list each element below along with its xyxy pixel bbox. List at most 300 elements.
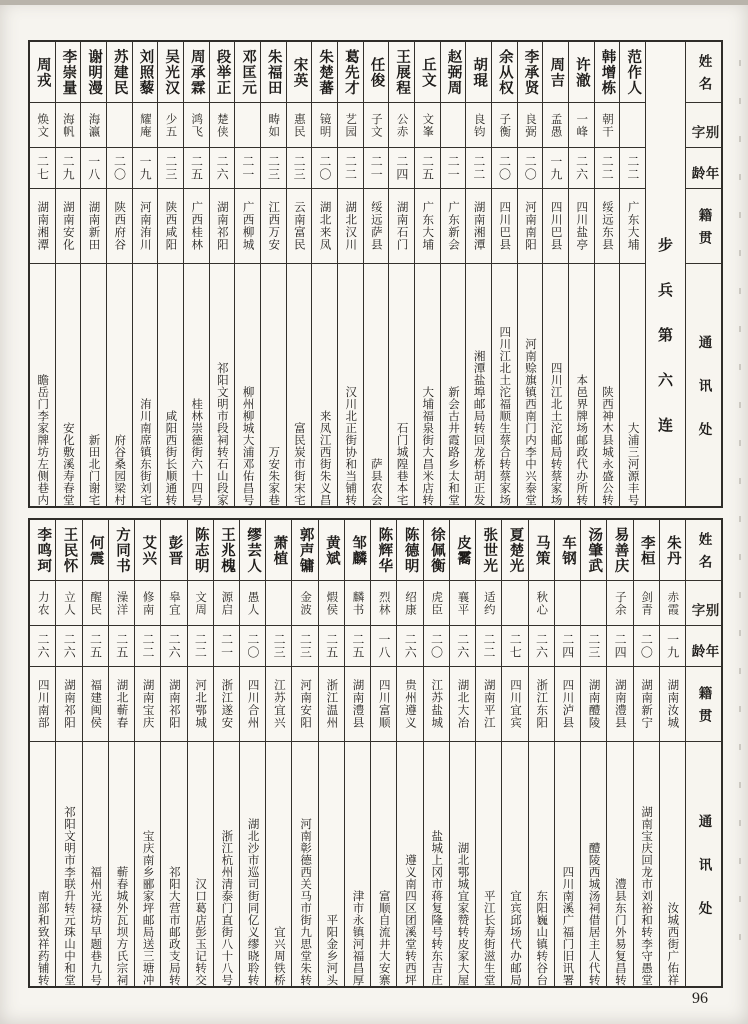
entry-name-cell: 苏建民 xyxy=(107,42,132,103)
entry-name-cell: 张世光 xyxy=(476,520,501,581)
entry-age-cell: 二二 xyxy=(338,148,363,189)
entry-native-cell: 湖南澧县 xyxy=(607,667,632,742)
entry-age-cell: 一八 xyxy=(81,148,106,189)
entry-column xyxy=(528,520,554,986)
entry-column xyxy=(239,520,265,986)
entry-zi-cell: 煆侯 xyxy=(319,581,344,626)
entry-native-cell: 陕西府谷 xyxy=(107,189,132,264)
entry-column xyxy=(542,42,568,506)
entry-column xyxy=(449,520,475,986)
entry-zi-cell: 力农 xyxy=(30,581,55,626)
entry-age-cell: 二二 xyxy=(466,148,491,189)
entry-age-cell: 二〇 xyxy=(492,148,517,189)
entry-address-cell: 汉口葛店彭玉记转交 xyxy=(194,878,209,986)
entry-column xyxy=(554,520,580,986)
entry-age-cell: 二〇 xyxy=(634,626,659,667)
entry-zi-cell: 修南 xyxy=(135,581,160,626)
entry-column xyxy=(80,42,106,506)
entry-address-cell: 平阳金乡河头 xyxy=(325,914,340,986)
header-cell-name: 姓名 xyxy=(686,42,721,103)
entry-zi-cell: 惠民 xyxy=(287,103,312,148)
entry-zi-cell xyxy=(555,581,580,626)
entry-name-cell: 范作人 xyxy=(620,42,645,103)
entry-age-cell: 一九 xyxy=(543,148,568,189)
entry-name-cell: 宋英 xyxy=(287,42,312,103)
entry-address-cell: 祁阳文明市段祠转石山段家 xyxy=(215,362,230,506)
entry-address-cell: 桂林崇德街六十四号 xyxy=(190,398,205,506)
entry-native-cell: 江西万安 xyxy=(261,189,286,264)
entry-column xyxy=(633,520,659,986)
roster-table-top xyxy=(28,40,723,508)
header-cell-address: 通讯处 xyxy=(695,334,712,466)
entry-address-cell: 湘潭盐埠邮局转回龙桥胡正发 xyxy=(472,350,487,506)
entry-native-cell: 湖南祁阳 xyxy=(56,667,81,742)
entry-name-cell: 何震 xyxy=(83,520,108,581)
entry-name-cell: 李承贤 xyxy=(518,42,543,103)
entry-age-cell: 二六 xyxy=(30,626,55,667)
entry-zi-cell xyxy=(107,103,132,148)
entry-age-cell: 二二 xyxy=(188,626,213,667)
entry-name-cell: 李崇量 xyxy=(56,42,81,103)
entry-name-cell: 朱楚蕃 xyxy=(312,42,337,103)
entry-native-cell: 湖南平江 xyxy=(476,667,501,742)
header-cell-native: 籍贯 xyxy=(686,189,721,264)
entry-age-cell: 二六 xyxy=(397,626,422,667)
entry-name-cell: 邓匡元 xyxy=(235,42,260,103)
entry-age-cell: 二四 xyxy=(607,626,632,667)
entry-native-cell: 四川合州 xyxy=(240,667,265,742)
entry-column xyxy=(108,520,134,986)
entry-address-cell: 四川江北土沱福顺生蔡合转蔡家场 xyxy=(498,326,513,506)
entry-column xyxy=(344,520,370,986)
entry-zi-cell: 少五 xyxy=(158,103,183,148)
entry-address-cell: 盐城上冈市蒋复隆号转东吉庄 xyxy=(430,830,445,986)
entry-address-cell: 富民炭市街宋宅 xyxy=(292,422,307,506)
entry-age-cell: 二二 xyxy=(135,626,160,667)
entry-zi-cell: 愚人 xyxy=(240,581,265,626)
entry-native-cell: 广西柳城 xyxy=(235,189,260,264)
entry-address-cell: 湖北鄂城宜家赞转皮家大屋 xyxy=(456,842,471,986)
entry-zi-cell: 艺园 xyxy=(338,103,363,148)
entry-address-cell: 万安朱家巷 xyxy=(267,446,282,506)
entry-age-cell: 二一 xyxy=(235,148,260,189)
entry-native-cell: 浙江温州 xyxy=(319,667,344,742)
entry-native-cell: 绥远萨县 xyxy=(364,189,389,264)
entry-address-cell: 宝庆南乡郦家坪邮局送三塘冲 xyxy=(141,830,156,986)
entry-zi-cell: 适约 xyxy=(476,581,501,626)
entry-zi-cell: 赤霞 xyxy=(660,581,685,626)
entry-age-cell: 二九 xyxy=(56,148,81,189)
entry-native-cell: 四川巴县 xyxy=(492,189,517,264)
entry-zi-cell: 秋心 xyxy=(529,581,554,626)
entry-name-cell: 段举正 xyxy=(210,42,235,103)
entry-age-cell: 二二 xyxy=(595,148,620,189)
entry-age-cell: 二五 xyxy=(83,626,108,667)
entry-age-cell: 二三 xyxy=(292,626,317,667)
entry-column xyxy=(396,520,422,986)
entry-native-cell: 四川泸县 xyxy=(555,667,580,742)
header-cell-address: 通讯处 xyxy=(695,813,712,945)
entry-zi-cell xyxy=(502,581,527,626)
entry-native-cell: 河北鄂城 xyxy=(188,667,213,742)
entry-age-cell: 二五 xyxy=(345,626,370,667)
entry-native-cell: 湖南祁阳 xyxy=(161,667,186,742)
entry-name-cell: 汤肇武 xyxy=(581,520,606,581)
entry-column xyxy=(517,42,543,506)
entry-column xyxy=(475,520,501,986)
entry-name-cell: 胡琨 xyxy=(466,42,491,103)
entry-zi-cell: 子余 xyxy=(607,581,632,626)
entry-column xyxy=(183,42,209,506)
entry-name-cell: 陈德明 xyxy=(397,520,422,581)
entry-name-cell: 谢明漫 xyxy=(81,42,106,103)
entry-native-cell: 江苏盐城 xyxy=(424,667,449,742)
entry-age-cell: 二五 xyxy=(184,148,209,189)
entry-address-cell: 萨县农会 xyxy=(369,458,384,506)
entry-address-cell: 湖南宝庆回龙市刘裕和转李守愚堂 xyxy=(640,806,655,986)
entry-native-cell: 四川南部 xyxy=(30,667,55,742)
entry-name-cell: 王民怀 xyxy=(56,520,81,581)
entry-name-cell: 萧植 xyxy=(266,520,291,581)
entry-native-cell: 河南洧川 xyxy=(133,189,158,264)
header-column xyxy=(685,42,721,506)
entry-native-cell: 湖北蕲春 xyxy=(109,667,134,742)
entry-column xyxy=(606,520,632,986)
entry-address-cell: 咸阳西街长顺通转 xyxy=(164,410,179,506)
entry-age-cell: 二一 xyxy=(364,148,389,189)
entry-zi-cell xyxy=(581,581,606,626)
entry-zi-cell xyxy=(235,103,260,148)
entry-column xyxy=(82,520,108,986)
entry-zi-cell: 子文 xyxy=(364,103,389,148)
entry-address-cell: 陕西神木县城永盛公转 xyxy=(600,386,615,506)
entry-address-cell: 富顺自流井大安寨 xyxy=(377,890,392,986)
entry-address-cell: 四川江北土沱邮局转蔡家场 xyxy=(549,362,564,506)
entry-age-cell: 一九 xyxy=(133,148,158,189)
entry-name-cell: 易善庆 xyxy=(607,520,632,581)
entry-native-cell: 广西桂林 xyxy=(184,189,209,264)
entry-column xyxy=(580,520,606,986)
entry-zi-cell: 金波 xyxy=(292,581,317,626)
entry-address-cell: 南部和致祥药铺转 xyxy=(36,890,51,986)
entry-column xyxy=(30,520,55,986)
entry-native-cell: 湖南宝庆 xyxy=(135,667,160,742)
entry-native-cell: 湖南石门 xyxy=(389,189,414,264)
entry-age-cell: 二〇 xyxy=(107,148,132,189)
entry-age-cell: 二五 xyxy=(319,626,344,667)
entry-column xyxy=(388,42,414,506)
entry-zi-cell: 镜明 xyxy=(312,103,337,148)
entry-native-cell: 河南安阳 xyxy=(292,667,317,742)
entry-address-cell: 柳州柳城大浦邓佑昌号 xyxy=(241,386,256,506)
entry-address-cell: 本邑界牌场邮政代办所转 xyxy=(575,374,590,506)
entry-address-cell: 河南彰德西关马市街九思堂朱转 xyxy=(299,818,314,986)
entry-column xyxy=(501,520,527,986)
entry-age-cell: 二三 xyxy=(158,148,183,189)
entry-age-cell: 一八 xyxy=(371,626,396,667)
entry-zi-cell: 良钧 xyxy=(466,103,491,148)
entry-column xyxy=(157,42,183,506)
entry-native-cell: 湖南安化 xyxy=(56,189,81,264)
entry-age-cell: 二六 xyxy=(569,148,594,189)
entry-age-cell: 二六 xyxy=(210,148,235,189)
entry-address-cell: 蕲春城外瓦坝方氏宗祠 xyxy=(115,866,130,986)
entry-native-cell: 四川富顺 xyxy=(371,667,396,742)
entry-name-cell: 余从权 xyxy=(492,42,517,103)
entry-address-cell: 大浦三河源丰号 xyxy=(626,422,641,506)
entry-column xyxy=(55,520,81,986)
entry-zi-cell: 孟愚 xyxy=(543,103,568,148)
entry-native-cell: 浙江遂安 xyxy=(214,667,239,742)
entry-name-cell: 彭晋 xyxy=(161,520,186,581)
entry-column xyxy=(414,42,440,506)
entry-zi-cell: 虎臣 xyxy=(424,581,449,626)
entry-age-cell: 一九 xyxy=(660,626,685,667)
entry-address-cell: 浙江杭州清泰门直街八十八号 xyxy=(220,830,235,986)
entry-zi-cell: 楚侠 xyxy=(210,103,235,148)
entry-native-cell: 四川宜宾 xyxy=(502,667,527,742)
entry-name-cell: 陈辉华 xyxy=(371,520,396,581)
entry-native-cell: 湖北大冶 xyxy=(450,667,475,742)
entry-column xyxy=(160,520,186,986)
entry-name-cell: 许澈 xyxy=(569,42,594,103)
entry-native-cell: 湖北汉川 xyxy=(338,189,363,264)
entry-name-cell: 马策 xyxy=(529,520,554,581)
entry-native-cell: 湖南湘潭 xyxy=(466,189,491,264)
entry-native-cell: 湖南汝城 xyxy=(660,667,685,742)
entry-name-cell: 朱福田 xyxy=(261,42,286,103)
entry-address-cell: 平江长寿街滋生堂 xyxy=(482,890,497,986)
entry-age-cell: 二四 xyxy=(555,626,580,667)
entry-name-cell: 陈志明 xyxy=(188,520,213,581)
entry-native-cell: 湖南澧县 xyxy=(345,667,370,742)
entry-age-cell: 二〇 xyxy=(424,626,449,667)
entry-column xyxy=(363,42,389,506)
entry-column xyxy=(491,42,517,506)
entry-zi-cell xyxy=(266,581,291,626)
entry-zi-cell: 畴如 xyxy=(261,103,286,148)
entry-column xyxy=(440,42,466,506)
entry-name-cell: 朱丹 xyxy=(660,520,685,581)
entry-name-cell: 黄斌 xyxy=(319,520,344,581)
entry-address-cell: 祁阳文明市李联升转元珠山中和堂 xyxy=(62,806,77,986)
entry-zi-cell xyxy=(441,103,466,148)
entry-name-cell: 徐佩衡 xyxy=(424,520,449,581)
roster-table-bottom xyxy=(28,518,723,988)
entry-zi-cell: 澡洋 xyxy=(109,581,134,626)
entry-zi-cell: 文峯 xyxy=(415,103,440,148)
entry-address-cell: 新会古井霞路乡太和堂 xyxy=(446,386,461,506)
entry-zi-cell: 海帆 xyxy=(56,103,81,148)
entry-column xyxy=(619,42,645,506)
entry-address-cell: 府谷桑园梁村 xyxy=(113,434,128,506)
entry-address-cell: 祁阳大营市邮政支局转 xyxy=(167,866,182,986)
entry-age-cell: 二六 xyxy=(450,626,475,667)
entry-zi-cell: 皋宜 xyxy=(161,581,186,626)
entry-name-cell: 赵弼周 xyxy=(441,42,466,103)
entry-native-cell: 云南富民 xyxy=(287,189,312,264)
entry-name-cell: 艾兴 xyxy=(135,520,160,581)
entry-zi-cell xyxy=(620,103,645,148)
header-cell-native: 籍贯 xyxy=(686,667,721,742)
entry-age-cell: 二〇 xyxy=(312,148,337,189)
entry-age-cell: 二〇 xyxy=(518,148,543,189)
header-column xyxy=(685,520,721,986)
entry-column xyxy=(234,42,260,506)
entry-age-cell: 二三 xyxy=(261,148,286,189)
entry-name-cell: 吴光汉 xyxy=(158,42,183,103)
entry-address-cell: 来凤江西街朱义昌 xyxy=(318,410,333,506)
header-cell-zi: 别字 xyxy=(686,581,721,626)
entry-name-cell: 邹麟 xyxy=(345,520,370,581)
entry-address-cell: 福州光禄坊早题巷九号 xyxy=(89,866,104,986)
entry-native-cell: 湖南祁阳 xyxy=(210,189,235,264)
entry-address-cell: 东阳巍山镇转谷台 xyxy=(535,890,550,986)
entry-native-cell: 湖南新田 xyxy=(81,189,106,264)
entry-zi-cell: 立人 xyxy=(56,581,81,626)
entry-name-cell: 丘文 xyxy=(415,42,440,103)
entry-zi-cell: 襄平 xyxy=(450,581,475,626)
entry-name-cell: 刘照藜 xyxy=(133,42,158,103)
entry-column xyxy=(260,42,286,506)
entry-name-cell: 周承霖 xyxy=(184,42,209,103)
entry-column xyxy=(291,520,317,986)
entry-zi-cell: 一峰 xyxy=(569,103,594,148)
entry-native-cell: 湖南湘潭 xyxy=(30,189,55,264)
entry-zi-cell: 鸿飞 xyxy=(184,103,209,148)
entry-native-cell: 广东大埔 xyxy=(620,189,645,264)
entry-age-cell: 二三 xyxy=(266,626,291,667)
entry-address-cell: 遵义南四区团溪堂转西坪 xyxy=(404,854,419,986)
entry-address-cell: 河南赊旗镇西南门内李中兴泰堂 xyxy=(523,338,538,506)
entry-column xyxy=(106,42,132,506)
entry-age-cell: 二七 xyxy=(502,626,527,667)
header-cell-age: 年龄 xyxy=(686,626,721,667)
entry-name-cell: 车钢 xyxy=(555,520,580,581)
entry-zi-cell: 绍康 xyxy=(397,581,422,626)
entry-age-cell: 二三 xyxy=(287,148,312,189)
entry-name-cell: 缪芸人 xyxy=(240,520,265,581)
entry-age-cell: 二六 xyxy=(529,626,554,667)
entry-zi-cell: 醒民 xyxy=(83,581,108,626)
entry-column xyxy=(209,42,235,506)
entry-address-cell: 湖北沙市巡司街同亿义缪晓聆转 xyxy=(246,818,261,986)
entry-address-cell: 醴陵西城汤祠借居主人代转 xyxy=(587,842,602,986)
entry-column xyxy=(30,42,55,506)
entry-name-cell: 李桓 xyxy=(634,520,659,581)
entry-address-cell: 澧县东门外易复昌转 xyxy=(613,878,628,986)
entry-age-cell: 二七 xyxy=(30,148,55,189)
entry-zi-cell: 剑青 xyxy=(634,581,659,626)
entry-name-cell: 韩增栋 xyxy=(595,42,620,103)
entry-column xyxy=(370,520,396,986)
section-column xyxy=(645,42,685,506)
entry-address-cell: 宜兴周铁桥 xyxy=(272,926,287,986)
entry-native-cell: 河南南阳 xyxy=(518,189,543,264)
entry-name-cell: 郭声镛 xyxy=(292,520,317,581)
entry-name-cell: 王兆槐 xyxy=(214,520,239,581)
entry-native-cell: 陕西咸阳 xyxy=(158,189,183,264)
entry-age-cell: 二五 xyxy=(109,626,134,667)
entry-age-cell: 二〇 xyxy=(240,626,265,667)
header-cell-name: 姓名 xyxy=(686,520,721,581)
entry-address-cell: 大埔福泉街大昌米店转 xyxy=(421,386,436,506)
entry-name-cell: 夏楚光 xyxy=(502,520,527,581)
entry-column xyxy=(286,42,312,506)
entry-zi-cell: 源启 xyxy=(214,581,239,626)
entry-native-cell: 贵州遵义 xyxy=(397,667,422,742)
entry-address-cell: 洧川南席镇东街刘宅 xyxy=(138,398,153,506)
entry-column xyxy=(318,520,344,986)
entry-native-cell: 江苏宜兴 xyxy=(266,667,291,742)
entry-address-cell: 津市永镇河福昌厚 xyxy=(351,890,366,986)
entry-zi-cell: 子衡 xyxy=(492,103,517,148)
entry-column xyxy=(311,42,337,506)
header-cell-zi: 别字 xyxy=(686,103,721,148)
entry-name-cell: 王展程 xyxy=(389,42,414,103)
entry-column xyxy=(594,42,620,506)
entry-zi-cell: 文周 xyxy=(188,581,213,626)
entry-column xyxy=(568,42,594,506)
entry-column xyxy=(423,520,449,986)
entry-age-cell: 二六 xyxy=(56,626,81,667)
entry-zi-cell: 朝干 xyxy=(595,103,620,148)
entry-age-cell: 二一 xyxy=(441,148,466,189)
entry-address-cell: 汉川北正街协和当铺转 xyxy=(344,386,359,506)
entry-name-cell: 周吉 xyxy=(543,42,568,103)
entry-address-cell: 汝城西街广佑祥 xyxy=(666,902,681,986)
entry-column xyxy=(265,520,291,986)
entry-name-cell: 皮霱 xyxy=(450,520,475,581)
entry-zi-cell: 焕文 xyxy=(30,103,55,148)
entry-zi-cell: 烈林 xyxy=(371,581,396,626)
entry-address-cell: 四川南溪广福门旧讯署 xyxy=(561,866,576,986)
entry-column xyxy=(659,520,685,986)
entry-native-cell: 福建闽侯 xyxy=(83,667,108,742)
entry-name-cell: 任俊 xyxy=(364,42,389,103)
entry-address-cell: 新田北门谢宅 xyxy=(87,434,102,506)
entry-address-cell: 瞻岳门李家牌坊左侧巷内 xyxy=(36,374,51,506)
entry-name-cell: 周戎 xyxy=(30,42,55,103)
entry-column xyxy=(55,42,81,506)
entry-name-cell: 葛先才 xyxy=(338,42,363,103)
entry-age-cell: 二二 xyxy=(476,626,501,667)
entry-column xyxy=(337,42,363,506)
entry-address-cell: 石门城隍巷本宅 xyxy=(395,422,410,506)
entry-native-cell: 广东大埔 xyxy=(415,189,440,264)
entry-address-cell: 宜宾邱场代办邮局 xyxy=(508,890,523,986)
page-number: 96 xyxy=(692,990,708,1007)
entry-native-cell: 湖北来凤 xyxy=(312,189,337,264)
entry-zi-cell: 良弼 xyxy=(518,103,543,148)
entry-age-cell: 二四 xyxy=(389,148,414,189)
entry-zi-cell: 麟书 xyxy=(345,581,370,626)
entry-name-cell: 方同书 xyxy=(109,520,134,581)
entry-column xyxy=(132,42,158,506)
entry-native-cell: 四川巴县 xyxy=(543,189,568,264)
entry-native-cell: 绥远东县 xyxy=(595,189,620,264)
entry-zi-cell: 耀庵 xyxy=(133,103,158,148)
entry-column xyxy=(213,520,239,986)
header-cell-age: 年龄 xyxy=(686,148,721,189)
entry-zi-cell: 海瀛 xyxy=(81,103,106,148)
entry-column xyxy=(187,520,213,986)
entry-column xyxy=(134,520,160,986)
entry-native-cell: 浙江东阳 xyxy=(529,667,554,742)
entry-zi-cell: 公赤 xyxy=(389,103,414,148)
entry-address-cell: 安化敷溪寿春堂 xyxy=(61,422,76,506)
entry-name-cell: 李鸣珂 xyxy=(30,520,55,581)
